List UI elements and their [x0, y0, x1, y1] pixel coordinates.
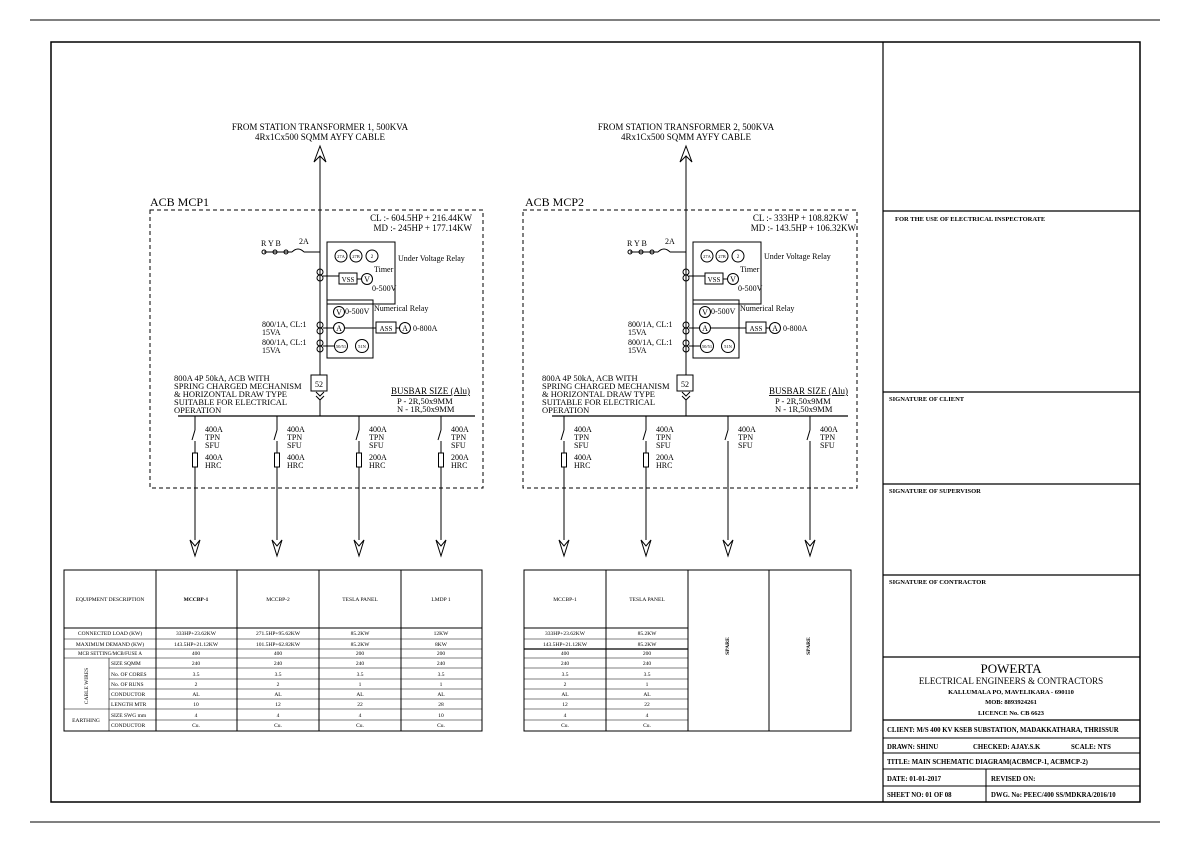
- panel-1-relay-2: 2: [370, 255, 374, 260]
- diagram-label: 10: [438, 713, 444, 719]
- t1-equip-label: EQUIPMENT DESCRIPTION: [75, 597, 145, 603]
- panel-2-feeder-2: [641, 416, 674, 556]
- diagram-label: 2: [736, 255, 740, 260]
- diagram-label: HRC: [451, 461, 468, 470]
- diagram-label: SFU: [369, 441, 384, 450]
- diagram-label: HRC: [205, 461, 222, 470]
- diagram-label: 400A: [205, 425, 223, 434]
- diagram-label: V: [336, 308, 342, 317]
- panel-1-ammeter: A: [402, 324, 408, 333]
- diagram-label: TPN: [369, 433, 385, 442]
- incomer-1-line2: 4Rx1Cx500 SQMM AYFY CABLE: [254, 132, 386, 142]
- diagram-label: 85.2KW: [637, 642, 657, 648]
- diagram-label: Cu.: [643, 723, 651, 729]
- diagram-label: 400A: [574, 453, 592, 462]
- diagram-label: 22: [357, 702, 363, 708]
- diagram-label: 27B: [718, 254, 726, 259]
- diagram-label: SFU: [820, 441, 835, 450]
- diagram-label: 400A: [369, 425, 387, 434]
- diagram-label: 50/51: [701, 344, 713, 349]
- panel-1-amp-range: 0-800A: [413, 324, 438, 333]
- title-block: [883, 211, 1140, 802]
- diagram-label: HRC: [574, 461, 591, 470]
- feeder-table-1: [64, 570, 482, 731]
- t1-earthing-group: EARTHING: [72, 718, 100, 724]
- diagram-label: SFU: [205, 441, 220, 450]
- diagram-label: 800A 4P 50kA, ACB WITH: [542, 373, 638, 383]
- diagram-label: TPN: [574, 433, 590, 442]
- incomer-2-line1: FROM STATION TRANSFORMER 2, 500KVA: [597, 122, 775, 132]
- diagram-label: 400A: [205, 453, 223, 462]
- diagram-label: SFU: [738, 441, 753, 450]
- company-address: KALLUMALA PO, MAVELIKARA - 690110: [948, 689, 1074, 696]
- panel-1-volt-range: 0-500V: [372, 284, 397, 293]
- diagram-label: 28: [438, 702, 444, 708]
- diagram-label: 3.5: [561, 672, 569, 678]
- diagram-label: 240: [191, 661, 201, 667]
- panel-1-ryb: R Y B: [261, 239, 281, 248]
- diagram-label: 12: [275, 702, 281, 708]
- panel-1-busbar-title: BUSBAR SIZE (Alu): [391, 386, 471, 396]
- diagram-label: TPN: [820, 433, 836, 442]
- diagram-label: 1: [358, 682, 362, 688]
- t2-spare-2: SPARE: [806, 637, 812, 655]
- diagram-label: V: [702, 308, 708, 317]
- diagram-label: 400: [273, 651, 283, 657]
- signature-client-label: SIGNATURE OF CLIENT: [889, 396, 965, 403]
- diagram-label: 200: [355, 651, 365, 657]
- diagram-label: 12: [562, 702, 568, 708]
- checked-field: CHECKED: AJAY.S.K: [973, 744, 1041, 751]
- diagram-label: Cu.: [192, 723, 200, 729]
- panel-1-cl: CL :- 604.5HP + 216.44KW: [370, 213, 472, 223]
- panel-1-relay-27a: 27A: [337, 254, 345, 259]
- company-name: POWERTA: [980, 661, 1042, 676]
- diagram-label: 12KW: [433, 631, 449, 637]
- panel-1-volt-range-2: 0-500V: [345, 307, 370, 316]
- diagram-label: 400: [191, 651, 201, 657]
- company-subtitle: ELECTRICAL ENGINEERS & CONTRACTORS: [918, 676, 1104, 686]
- panel-1-uv-relay-label: Under Voltage Relay: [398, 254, 465, 263]
- diagram-label: TPN: [287, 433, 303, 442]
- diagram-label: A: [336, 324, 342, 333]
- panel-acb-mcp2: [523, 122, 857, 556]
- diagram-label: No. OF RUNS: [111, 682, 144, 688]
- diagram-label: SIZE SQMM: [111, 661, 141, 667]
- drawing-border: [51, 42, 1140, 802]
- diagram-label: 101.5HP+62.82KW: [255, 642, 301, 648]
- diagram-label: 400A: [287, 453, 305, 462]
- diagram-label: ASS: [749, 325, 763, 333]
- panel-1-acb-desc-5: OPERATION: [174, 405, 222, 415]
- diagram-label: 143.5HP+21.12KW: [173, 642, 219, 648]
- diagram-label: 400A: [574, 425, 592, 434]
- diagram-label: SFU: [287, 441, 302, 450]
- t1-col-4: LMDP 1: [431, 597, 451, 603]
- diagram-label: AL: [643, 692, 651, 698]
- diagram-label: 4: [358, 713, 362, 719]
- panel-1-acb-desc-3: & HORIZONTAL DRAW TYPE: [174, 389, 287, 399]
- diagram-label: 1: [645, 682, 649, 688]
- diagram-label: 400A: [738, 425, 756, 434]
- t1-col-3: TESLA PANEL: [342, 597, 378, 603]
- panel-2-feeder-4-spare: [805, 416, 838, 556]
- t1-cable-group: CABLE WIRES: [84, 667, 90, 705]
- panel-2-timer: Timer: [740, 265, 760, 274]
- diagram-label: 200: [436, 651, 446, 657]
- panel-1-ct1-a: 800/1A, CL:1: [262, 320, 307, 329]
- diagram-label: No. OF CORES: [111, 672, 147, 678]
- t2-col-2: TESLA PANEL: [629, 597, 665, 603]
- diagram-label: 400A: [287, 425, 305, 434]
- drawn-field: DRAWN: SHINU: [887, 744, 939, 751]
- diagram-label: 3.5: [643, 672, 651, 678]
- diagram-label: 240: [436, 661, 446, 667]
- diagram-label: LENGTH MTR: [111, 702, 147, 708]
- panel-1-acb-desc-4: SUITABLE FOR ELECTRICAL: [174, 397, 288, 407]
- diagram-label: TPN: [205, 433, 221, 442]
- t1-col-2: MCCBP-2: [266, 597, 290, 603]
- sheet-field: SHEET NO: 01 OF 08: [887, 792, 952, 799]
- panel-1-voltmeter: V: [364, 275, 370, 284]
- diagram-label: Cu.: [561, 723, 569, 729]
- diagram-label: 10: [193, 702, 199, 708]
- diagram-label: 2: [276, 682, 280, 688]
- diagram-label: 3.5: [192, 672, 200, 678]
- diagram-label: 2: [563, 682, 567, 688]
- panel-1-acb-desc-2: SPRING CHARGED MECHANISM: [174, 381, 302, 391]
- diagram-label: AL: [356, 692, 364, 698]
- diagram-label: 52: [315, 380, 323, 389]
- panel-2-feeder-3-spare: [723, 416, 756, 556]
- diagram-label: Numerical Relay: [740, 304, 795, 313]
- diagram-label: OPERATION: [542, 405, 590, 415]
- diagram-label: 1: [439, 682, 443, 688]
- panel-1-ct1-b: 15VA: [262, 328, 281, 337]
- diagram-label: 3.5: [437, 672, 445, 678]
- diagram-label: CONDUCTOR: [111, 692, 146, 698]
- diagram-label: HRC: [287, 461, 304, 470]
- panel-2-md: MD :- 143.5HP + 106.32KW: [750, 223, 856, 233]
- diagram-label: Cu.: [437, 723, 445, 729]
- incomer-1-line1: FROM STATION TRANSFORMER 1, 500KVA: [231, 122, 409, 132]
- panel-acb-mcp1: [150, 122, 483, 556]
- diagram-label: 800/1A, CL:1: [628, 338, 673, 347]
- diagram-label: CONDUCTOR: [111, 723, 146, 729]
- panel-2-ryb: R Y B: [627, 239, 647, 248]
- date-field: DATE: 01-01-2017: [887, 776, 942, 783]
- signature-supervisor-label: SIGNATURE OF SUPERVISOR: [889, 488, 981, 495]
- panel-1-busbar-p: P - 2R,50x9MM: [397, 396, 453, 406]
- panel-1-fuse-2a: 2A: [299, 237, 309, 246]
- diagram-label: 333HP+23.62KW: [176, 631, 216, 637]
- diagram-label: 2: [194, 682, 198, 688]
- panel-1-feeder-4: [436, 416, 469, 556]
- diagram-label: 800/1A, CL:1: [628, 320, 673, 329]
- diagram-label: 4: [645, 713, 649, 719]
- diagram-label: 50/51: [335, 344, 347, 349]
- diagram-label: VSS: [707, 276, 721, 284]
- diagram-label: AL: [192, 692, 200, 698]
- diagram-label: 15VA: [628, 328, 647, 337]
- panel-2-feeder-1: [559, 416, 592, 556]
- panel-1-acb-desc-1: 800A 4P 50kA, ACB WITH: [174, 373, 270, 383]
- dwg-number-field: DWG. No: PEEC/400 SS/MDKRA/2016/10: [991, 792, 1116, 799]
- diagram-label: 85.2KW: [637, 631, 657, 637]
- panel-1-vss-label: VSS: [341, 276, 355, 284]
- signature-contractor-label: SIGNATURE OF CONTRACTOR: [889, 579, 987, 586]
- diagram-label: N - 1R,50x9MM: [775, 404, 833, 414]
- diagram-label: BUSBAR SIZE (Alu): [769, 386, 849, 396]
- diagram-label: 0-500V: [738, 284, 763, 293]
- diagram-label: V: [730, 275, 736, 284]
- feeder-table-2: [524, 570, 851, 731]
- diagram-label: SFU: [574, 441, 589, 450]
- t2-spare-1: SPARE: [725, 637, 731, 655]
- incomer-2-line2: 4Rx1Cx500 SQMM AYFY CABLE: [620, 132, 752, 142]
- diagram-label: 3.5: [356, 672, 364, 678]
- diagram-label: 4: [194, 713, 198, 719]
- diagram-label: TPN: [451, 433, 467, 442]
- diagram-label: 143.5HP+21.12KW: [542, 642, 588, 648]
- diagram-label: 3.5: [274, 672, 282, 678]
- diagram-label: 4: [276, 713, 280, 719]
- diagram-label: 0-800A: [783, 324, 808, 333]
- diagram-label: SFU: [451, 441, 466, 450]
- diagram-label: 15VA: [628, 346, 647, 355]
- diagram-label: 52: [681, 380, 689, 389]
- diagram-label: SFU: [656, 441, 671, 450]
- diagram-label: A: [772, 324, 778, 333]
- t2-col-1: MCCBP-1: [553, 597, 577, 603]
- diagram-label: 400A: [656, 425, 674, 434]
- diagram-label: 85.2KW: [350, 631, 370, 637]
- company-licence: LICENCE No. CB 6623: [977, 710, 1045, 717]
- diagram-label: 200: [642, 651, 652, 657]
- diagram-label: 200A: [451, 453, 469, 462]
- diagram-label: HRC: [656, 461, 673, 470]
- diagram-label: 240: [355, 661, 365, 667]
- diagram-label: Cu.: [274, 723, 282, 729]
- diagram-label: 51N: [724, 344, 732, 349]
- diagram-label: MAXIMUM DEMAND (KW): [75, 642, 145, 648]
- panel-1-title: ACB MCP1: [150, 195, 210, 209]
- diagram-label: 22: [644, 702, 650, 708]
- panel-2-uv-relay-label: Under Voltage Relay: [764, 252, 831, 261]
- diagram-label: 271.5HP+95.62KW: [255, 631, 301, 637]
- diagram-label: 4: [563, 713, 567, 719]
- diagram-label: TPN: [738, 433, 754, 442]
- diagram-label: TPN: [656, 433, 672, 442]
- panel-2-title: ACB MCP2: [525, 195, 585, 209]
- diagram-label: P - 2R,50x9MM: [775, 396, 831, 406]
- diagram-label: AL: [561, 692, 569, 698]
- panel-1-feeder-2: [272, 416, 305, 556]
- diagram-label: MCB SETTING/MCB/FUSE A: [78, 652, 142, 657]
- t1-col-1: MCCBP-1: [183, 597, 209, 603]
- panel-1-feeder-3: [354, 416, 387, 556]
- panel-2-cl: CL :- 333HP + 108.82KW: [752, 213, 848, 223]
- panel-1-relay-27b: 27B: [352, 254, 360, 259]
- panel-1-ct2-a: 800/1A, CL:1: [262, 338, 307, 347]
- panel-1-md: MD :- 245HP + 177.14KW: [373, 223, 472, 233]
- revised-field: REVISED ON:: [991, 776, 1036, 783]
- panel-1-busbar-n: N - 1R,50x9MM: [397, 404, 455, 414]
- diagram-label: 240: [560, 661, 570, 667]
- diagram-label: 0-500V: [711, 307, 736, 316]
- panel-1-numerical-relay-label: Numerical Relay: [374, 304, 429, 313]
- diagram-label: 85.2KW: [350, 642, 370, 648]
- diagram-label: Cu.: [356, 723, 364, 729]
- diagram-label: AL: [274, 692, 282, 698]
- panel-1-ct2-b: 15VA: [262, 346, 281, 355]
- panel-1-ass-label: ASS: [379, 325, 393, 333]
- panel-1-feeder-1: [190, 416, 223, 556]
- diagram-label: 240: [273, 661, 283, 667]
- diagram-label: A: [702, 324, 708, 333]
- company-mobile: MOB: 8893924261: [985, 699, 1037, 706]
- diagram-label: 200A: [656, 453, 674, 462]
- diagram-label: 8KW: [435, 642, 447, 648]
- diagram-label: 400A: [451, 425, 469, 434]
- diagram-label: & HORIZONTAL DRAW TYPE: [542, 389, 655, 399]
- diagram-label: 51N: [358, 344, 366, 349]
- diagram-label: SPRING CHARGED MECHANISM: [542, 381, 670, 391]
- diagram-label: CONNECTED LOAD (KW): [77, 631, 143, 637]
- scale-field: SCALE: NTS: [1071, 744, 1111, 751]
- diagram-label: AL: [437, 692, 445, 698]
- diagram-label: 400: [560, 651, 570, 657]
- diagram-label: SIZE SWG mm: [111, 713, 147, 719]
- diagram-label: 240: [642, 661, 652, 667]
- diagram-label: HRC: [369, 461, 386, 470]
- diagram-label: 333HP+23.62KW: [545, 631, 585, 637]
- panel-2-fuse-2a: 2A: [665, 237, 675, 246]
- client-field: CLIENT: M/S 400 KV KSEB SUBSTATION, MADAKKATHARA, THRISSUR: [887, 727, 1119, 734]
- diagram-label: SUITABLE FOR ELECTRICAL: [542, 397, 656, 407]
- inspectorate-label: FOR THE USE OF ELECTRICAL INSPECTORATE: [895, 216, 1046, 223]
- panel-1-timer: Timer: [374, 265, 394, 274]
- diagram-label: 200A: [369, 453, 387, 462]
- diagram-label: 400A: [820, 425, 838, 434]
- diagram-label: 27A: [703, 254, 711, 259]
- drawing-title-field: TITLE: MAIN SCHEMATIC DIAGRAM(ACBMCP-1, ACBMCP-2): [887, 759, 1088, 766]
